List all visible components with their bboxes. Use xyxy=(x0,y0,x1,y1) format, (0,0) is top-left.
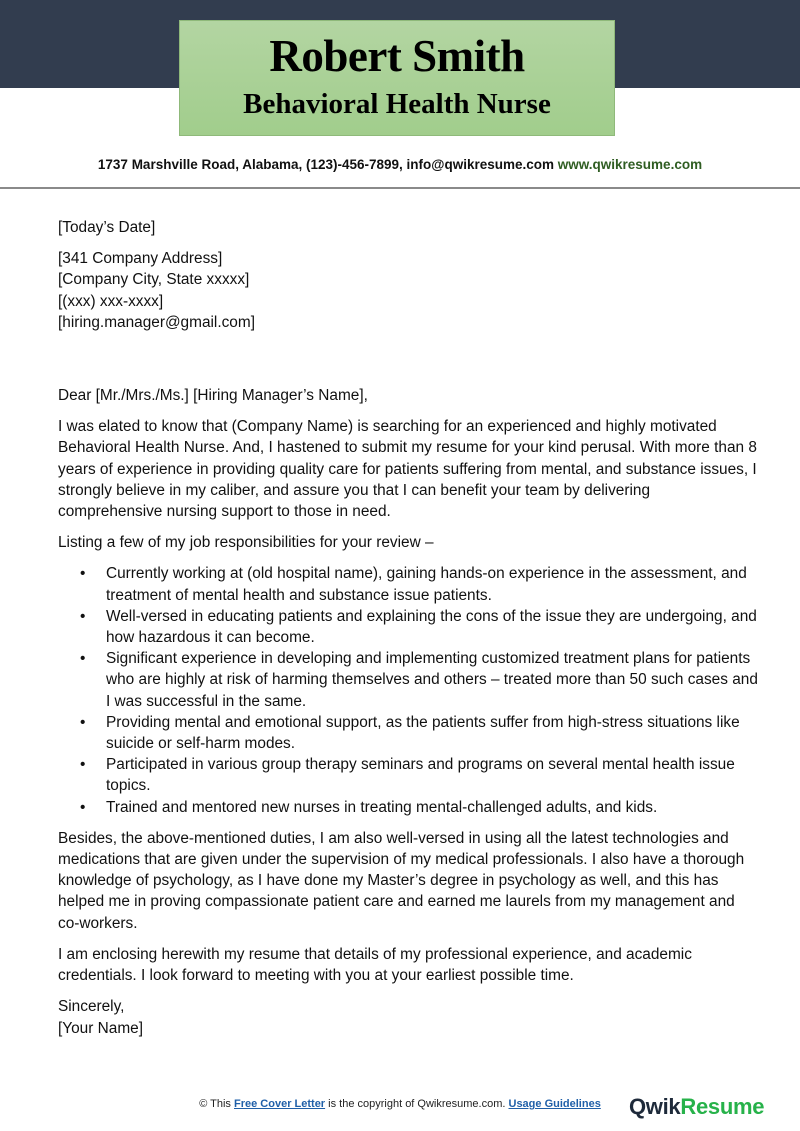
letter-date: [Today’s Date] xyxy=(58,219,156,236)
contact-details: 1737 Marshville Road, Alabama, (123)-456-7899, info@qwikresume.com xyxy=(97,157,555,172)
header-divider xyxy=(0,187,800,189)
salutation: Dear [Mr./Mrs./Ms.] [Hiring Manager’s Name], xyxy=(58,387,368,405)
list-item: • Well-versed in educating patients and explaining the cons of the issue they are undergoing, and how hazardous it can become. xyxy=(106,606,758,648)
website-link[interactable]: www.qwikresume.com xyxy=(557,157,703,172)
list-intro: Listing a few of my job responsibilities for your review – xyxy=(58,534,434,552)
contact-line xyxy=(0,157,800,172)
name-box xyxy=(179,20,615,136)
qwikresume-logo xyxy=(629,1094,764,1120)
signature: [Your Name] xyxy=(58,1019,143,1037)
body-paragraph: Besides, the above-mentioned duties, I am also well-versed in using all the latest technologies and medications that are given under the supervision of my medical professionals. I also have a thorough knowledge of psychology, as I have done my Master’s degree in psychology as well, and this has helped me in proving compassionate patient care and earned me laurels from my management and co-workers. xyxy=(58,829,745,932)
letter-body xyxy=(58,217,758,1049)
intro-paragraph: I was elated to know that (Company Name) is searching for an experienced and highly motivated Behavioral Health Nurse. And, I hastened to submit my resume for your kind perusal. With more than 8 years of experience in providing quality care for patients suffering from mental, and substance issues, I strongly believe in my caliber, and assure you that I can benefit your team by delivering comprehensive nursing support to those in need. xyxy=(58,418,757,521)
closing: Sincerely, xyxy=(58,998,125,1016)
address-line: [341 Company Address] xyxy=(58,250,223,268)
address-line: [hiring.manager@gmail.com] xyxy=(58,313,255,331)
copyright-prefix: © This xyxy=(199,1098,234,1110)
logo-qwik: Qwik xyxy=(629,1094,681,1119)
usage-guidelines-link[interactable]: Usage Guidelines xyxy=(508,1098,601,1110)
recipient-address xyxy=(58,248,758,333)
free-cover-letter-link[interactable]: Free Cover Letter xyxy=(234,1098,326,1110)
address-line: [(xxx) xxx-xxxx] xyxy=(58,292,164,310)
candidate-name: Robert Smith xyxy=(269,31,525,81)
responsibilities-list xyxy=(58,563,758,817)
logo-resume: Resume xyxy=(680,1094,765,1119)
closing-paragraph: I am enclosing herewith my resume that details of my professional experience, and academic credentials. I look forward to meeting with you at your earliest possible time. xyxy=(58,945,692,985)
list-item: • Significant experience in developing and implementing customized treatment plans for patients who are highly at risk of harming themselves and others – treated more than 50 such cases and I was successful in the same. xyxy=(106,648,758,712)
list-item: • Trained and mentored new nurses in treating mental-challenged adults, and kids. xyxy=(106,797,758,818)
list-item: • Providing mental and emotional support, as the patients suffer from high-stress situations like suicide or self-harm modes. xyxy=(106,712,758,754)
address-line: [Company City, State xxxxx] xyxy=(58,271,250,289)
list-item: • Currently working at (old hospital name), gaining hands-on experience in the assessment, and treatment of mental health and substance issue patients. xyxy=(106,563,758,605)
copyright-middle: is the copyright of Qwikresume.com. xyxy=(325,1098,509,1110)
list-item: • Participated in various group therapy seminars and programs on several mental health issue topics. xyxy=(106,754,758,796)
sign-off xyxy=(58,996,758,1038)
job-title: Behavioral Health Nurse xyxy=(243,88,551,120)
